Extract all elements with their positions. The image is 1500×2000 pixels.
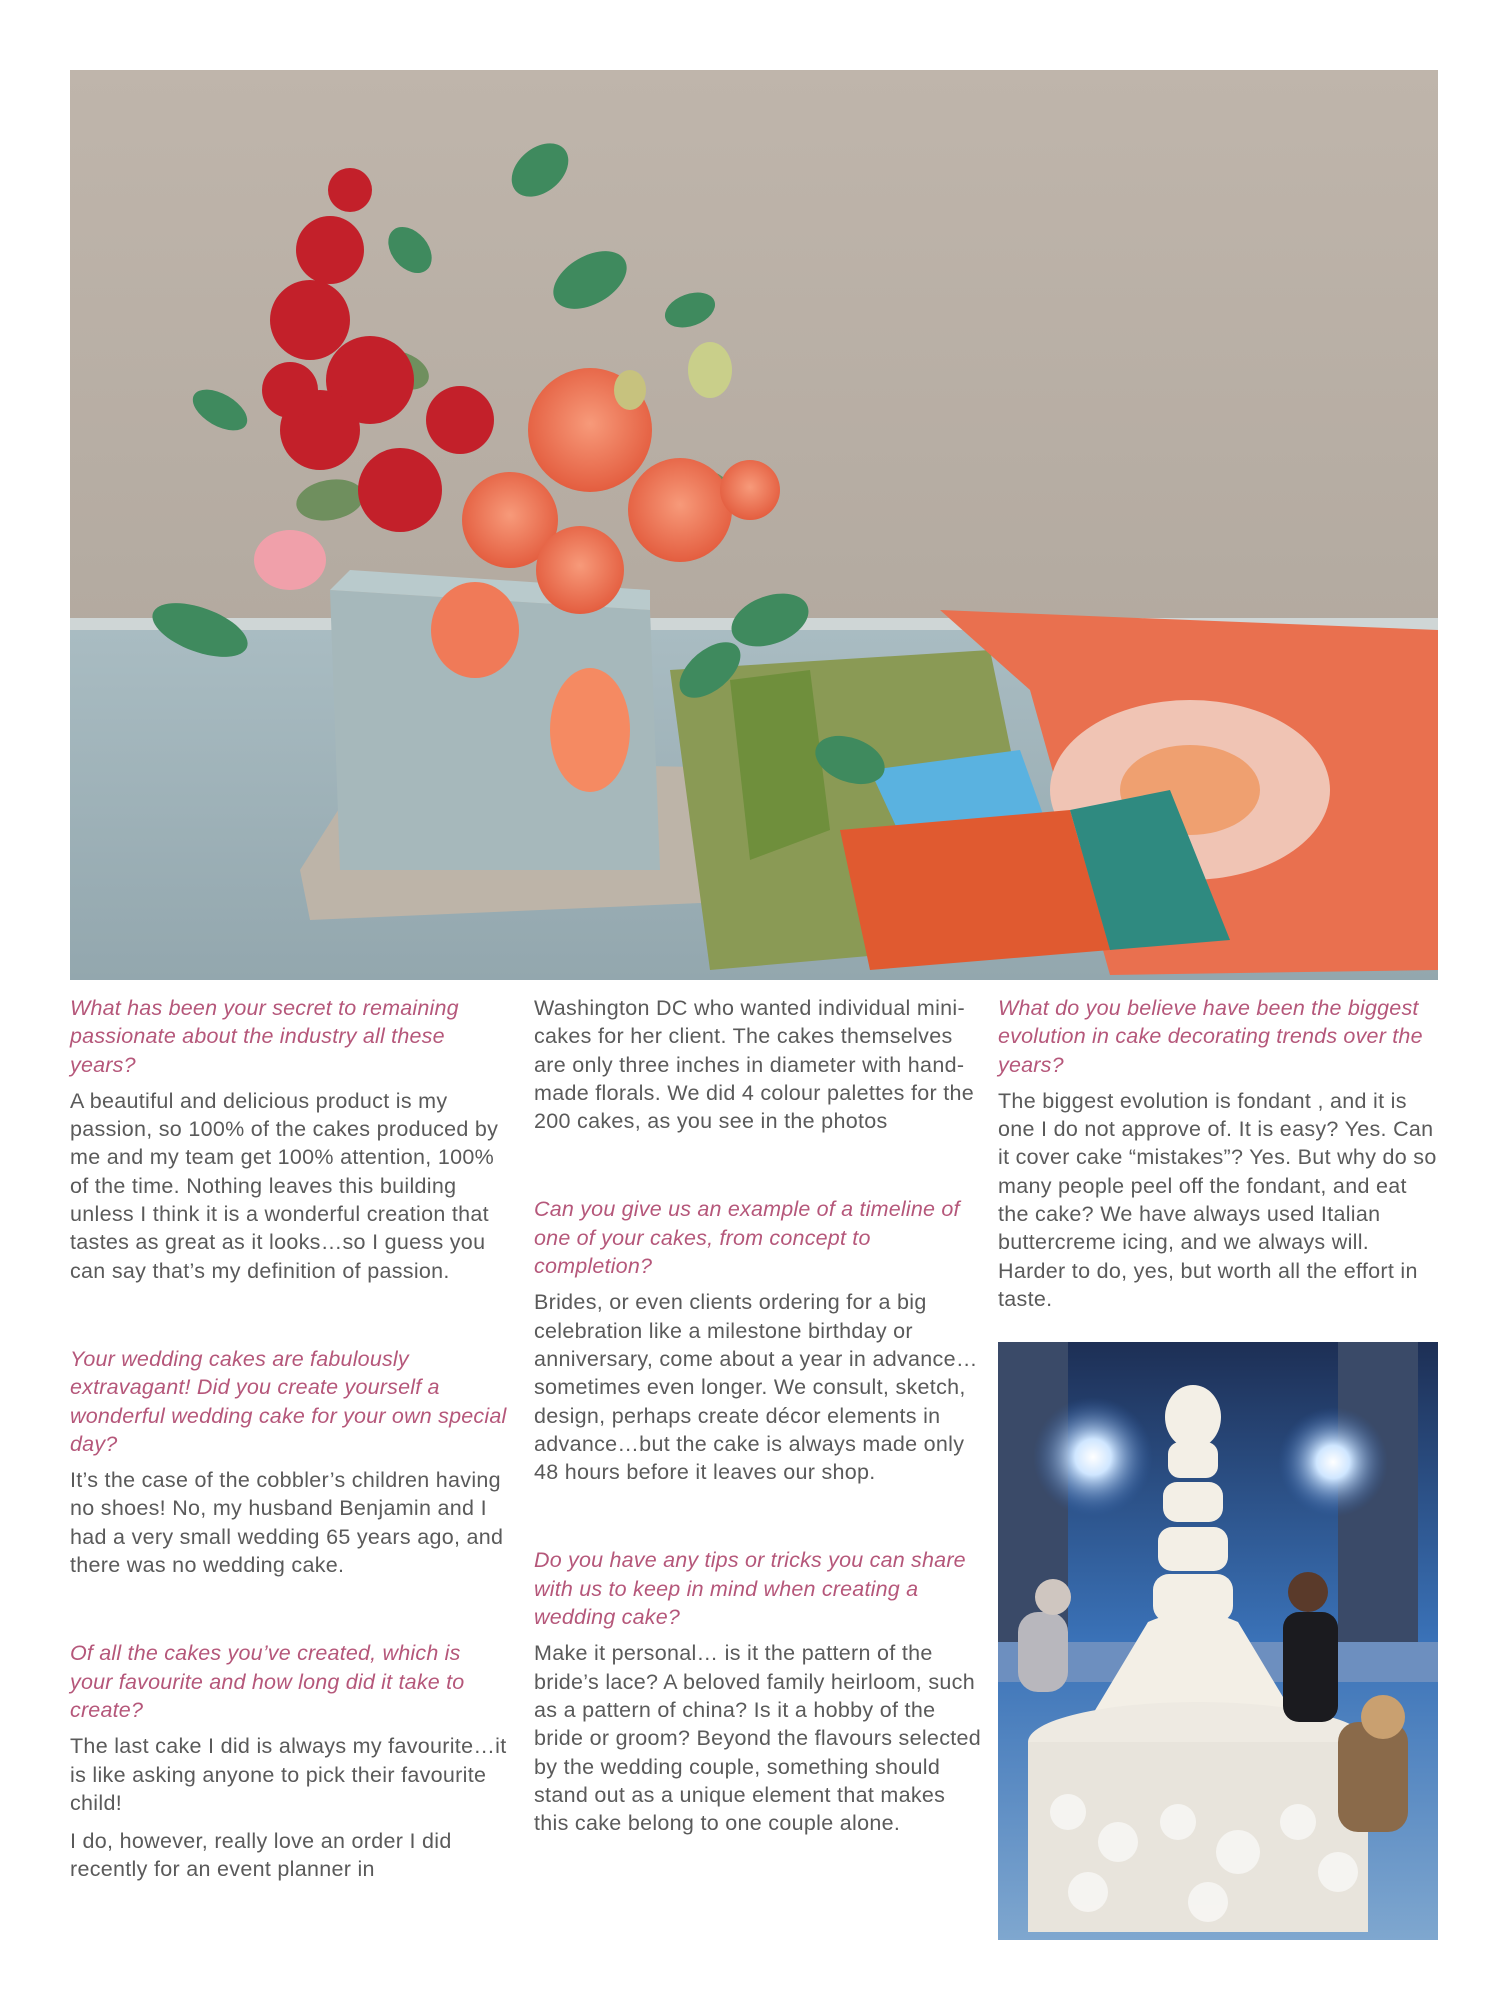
interview-answer: It’s the case of the cobbler’s children having no shoes! No, my husband Benjamin and I had a very small wedding 65 years ago, and there was no wedding cake. (70, 1468, 504, 1578)
interview-answer: A beautiful and delicious product is my passion, so 100% of the cakes produced by me and my team get 100% attention, 100% of the time. Nothing leaves this building unless I think it is a wonderful creation that tastes as great as it looks…so I guess you can say that’s my definition of passion. (70, 1088, 499, 1283)
interview-question: Of all the cakes you’ve created, which is your favourite and how long did it take to create? (70, 1641, 465, 1722)
interview-question: Can you give us an example of a timeline of one of your cakes, from concept to completion? (534, 1197, 960, 1279)
interview-answer: Make it personal… is it the pattern of the bride’s lace? A beloved family heirloom, such as a pattern of china? Is it a hobby of the bride or groom? Beyond the flavours selected by the wedding couple, something should stand out as a unique element that makes this cake belong to one couple alone. (534, 1641, 982, 1836)
interview-question: What do you believe have been the biggest evolution in cake decorating trends over the years? (998, 996, 1423, 1077)
sugar-flower-arrangement-image (70, 70, 1438, 980)
column-2 (534, 994, 984, 1847)
wedding-cake-tower-image (998, 1342, 1438, 1940)
interview-answer: The last cake I did is always my favourite…it is like asking anyone to pick their favourite child! (70, 1734, 507, 1815)
interview-question: Your wedding cakes are fabulously extravagant! Did you create yourself a wonderful wedding cake for your own special day? (70, 1346, 507, 1456)
interview-question: Do you have any tips or tricks you can share with us to keep in mind when creating a wedding cake? (534, 1548, 966, 1630)
interview-answer: Washington DC who wanted individual mini-cakes for her client. The cakes themselves are only three inches in diameter with hand-made florals. We did 4 colour palettes for the 200 cakes, as you see in the photos (534, 996, 975, 1134)
wedding-cake-photo (998, 1342, 1438, 1940)
column-3 (998, 994, 1438, 1323)
interview-answer: Brides, or even clients ordering for a big celebration like a milestone birthday or anniversary, come about a year in advance…sometimes even longer. We consult, sketch, design, perhaps create décor elements in advance…but the cake is always made only 48 hours before it leaves our shop. (534, 1290, 978, 1485)
column-1 (70, 994, 508, 1894)
interview-answer: I do, however, really love an order I did recently for an event planner in (70, 1829, 452, 1882)
interview-question: What has been your secret to remaining passionate about the industry all these years? (70, 996, 459, 1077)
hero-photo (70, 70, 1438, 980)
interview-answer: The biggest evolution is fondant , and it is one I do not approve of. It is easy? Yes. Can it cover cake “mistakes”? Yes. But why do so many people peel off the fondant, and eat the cake? We have always used Italian buttercreme icing, and we always will. Harder to do, yes, but worth all the effort in taste. (998, 1088, 1437, 1311)
